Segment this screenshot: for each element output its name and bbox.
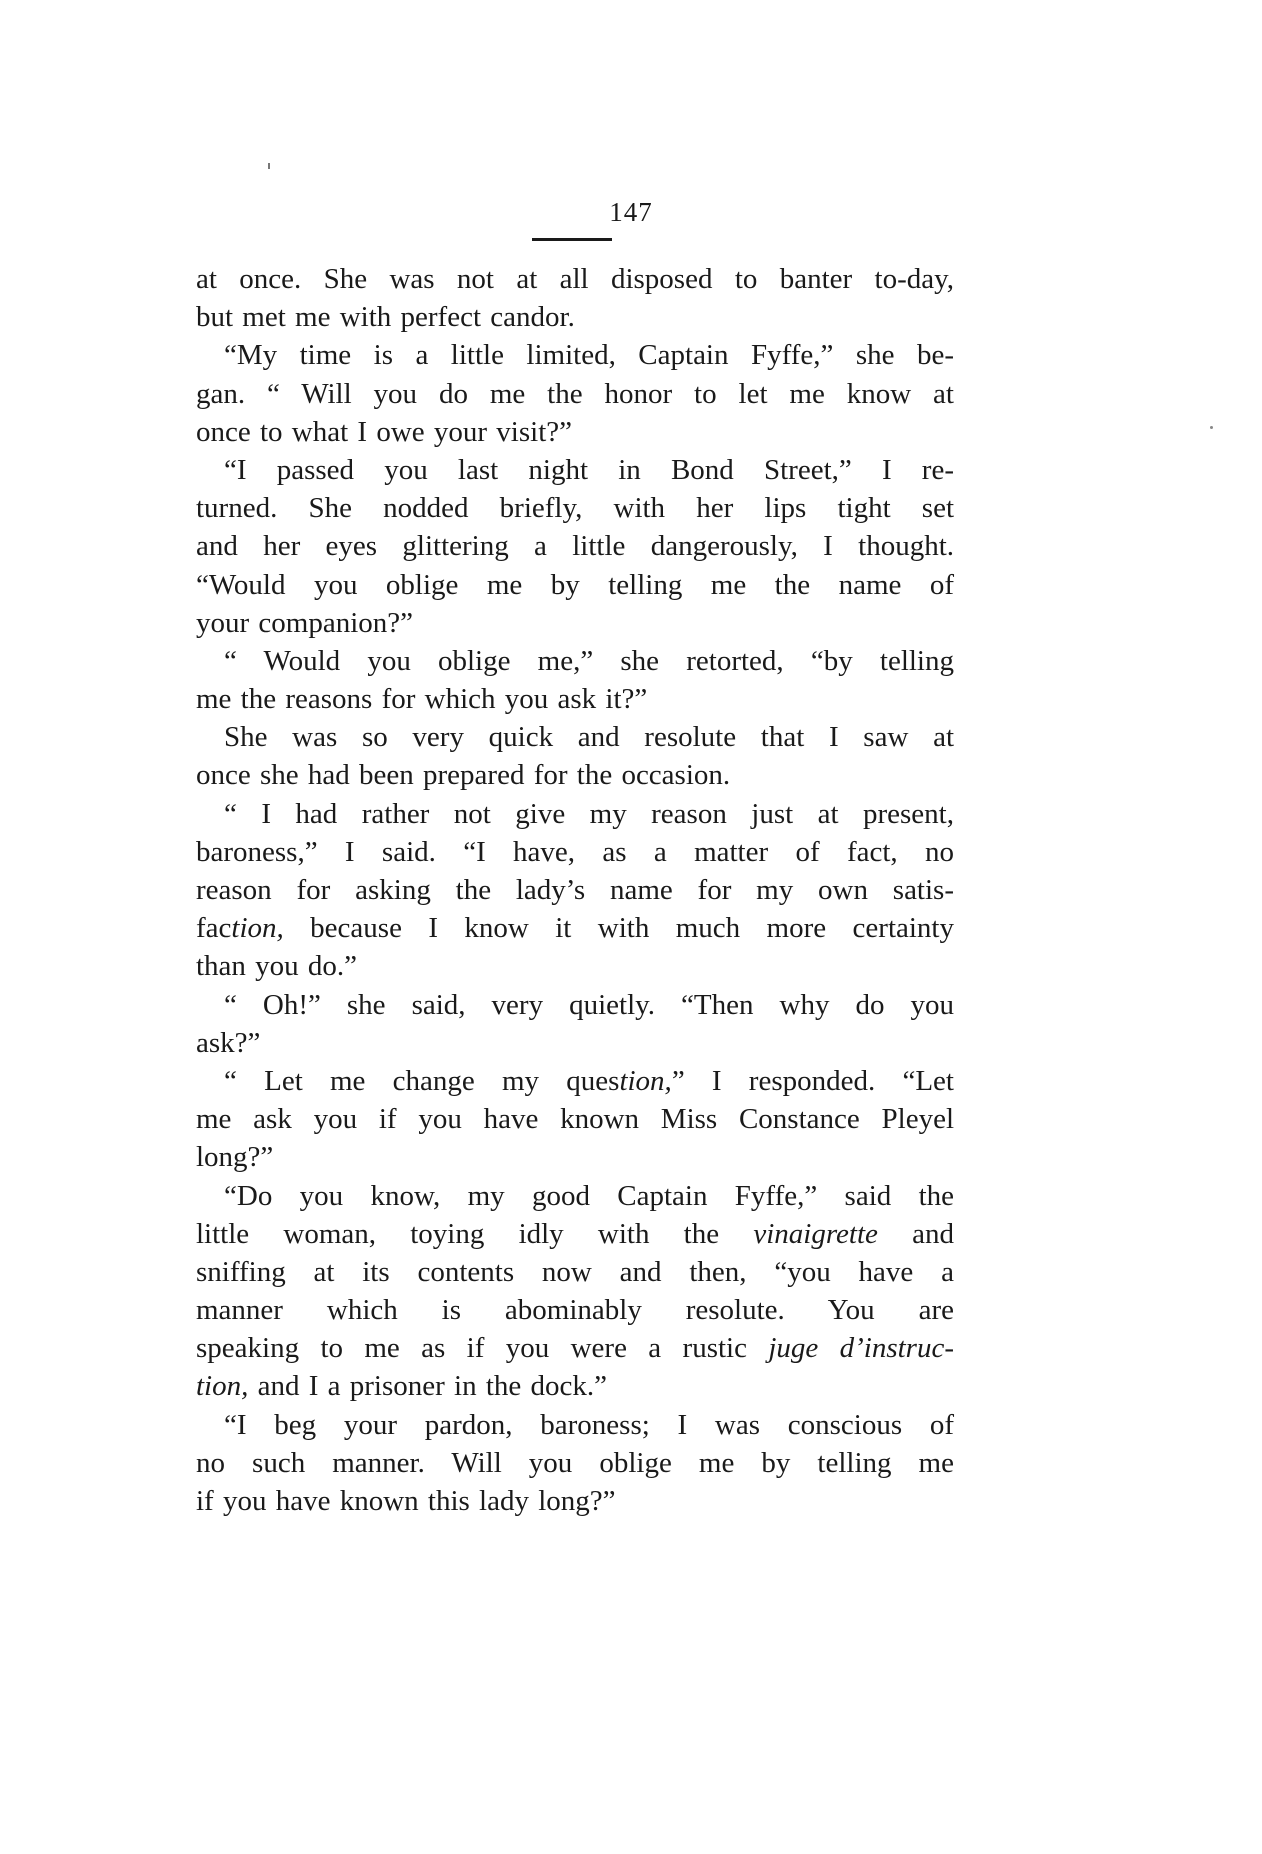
text-line: “I passed you last night in Bond Street,” I re- bbox=[224, 453, 954, 486]
text-line: ask?” bbox=[196, 1026, 261, 1059]
text-line: long?” bbox=[196, 1141, 274, 1174]
text-line: if you have known this lady long?” bbox=[196, 1485, 616, 1517]
body-text bbox=[196, 260, 954, 1520]
text-line: She was so very quick and resolute that I saw at bbox=[224, 721, 954, 754]
text-line: no such manner. Will you oblige me by telling me bbox=[196, 1446, 954, 1479]
text-line: but met me with perfect candor. bbox=[196, 301, 575, 334]
text-line: me the reasons for which you ask it?” bbox=[196, 683, 648, 716]
text-line: speaking to me as if you were a rustic juge d’instruc- bbox=[196, 1332, 954, 1365]
text-line: faction, because I know it with much more certainty bbox=[196, 912, 954, 945]
text-line: “ Let me change my question,” I responded. “Let bbox=[224, 1064, 954, 1097]
text-line: turned. She nodded briefly, with her lips tight set bbox=[196, 492, 954, 525]
text-line: at once. She was not at all disposed to banter to-day, bbox=[196, 263, 954, 295]
text-line: once she had been prepared for the occasion. bbox=[196, 759, 731, 792]
text-line: once to what I owe your visit?” bbox=[196, 415, 573, 448]
stray-ink-mark bbox=[268, 163, 270, 169]
text-line: little woman, toying idly with the vinaigrette and bbox=[196, 1217, 955, 1250]
text-line: your companion?” bbox=[196, 606, 414, 639]
text-line: “Would you oblige me by telling me the name of bbox=[196, 568, 954, 601]
page-number-rule bbox=[532, 238, 612, 241]
italic-term: juge d’instruc- bbox=[768, 1332, 954, 1365]
text-line: tion, and I a prisoner in the dock.” bbox=[196, 1370, 608, 1403]
text-line: “I beg your pardon, baroness; I was conscious of bbox=[224, 1408, 954, 1441]
italic-term: tion, bbox=[231, 912, 284, 945]
text-line: me ask you if you have known Miss Constance Pleyel bbox=[196, 1103, 954, 1136]
text-line: sniffing at its contents now and then, “you have a bbox=[196, 1255, 954, 1288]
text-line: gan. “ Will you do me the honor to let me know at bbox=[196, 377, 954, 410]
text-line: “Do you know, my good Captain Fyffe,” said the bbox=[224, 1179, 954, 1212]
text-line: manner which is abominably resolute. You are bbox=[196, 1294, 954, 1327]
text-line: “My time is a little limited, Captain Fyffe,” she be- bbox=[224, 339, 954, 372]
italic-term: vinaigrette bbox=[753, 1217, 878, 1250]
text-line: and her eyes glittering a little dangerously, I thought. bbox=[196, 530, 954, 563]
text-line: reason for asking the lady’s name for my own satis- bbox=[196, 874, 954, 906]
text-line: than you do.” bbox=[196, 950, 358, 983]
italic-term: tion, bbox=[619, 1064, 672, 1097]
text-line: “ I had rather not give my reason just at present, bbox=[224, 797, 954, 830]
italic-term: tion, bbox=[196, 1370, 249, 1403]
page-number: 147 bbox=[609, 197, 653, 227]
text-line: “ Would you oblige me,” she retorted, “by telling bbox=[224, 644, 954, 677]
stray-ink-dot bbox=[1210, 426, 1213, 429]
text-line: baroness,” I said. “I have, as a matter of fact, no bbox=[196, 835, 954, 868]
text-line: “ Oh!” she said, very quietly. “Then why do you bbox=[224, 988, 954, 1021]
